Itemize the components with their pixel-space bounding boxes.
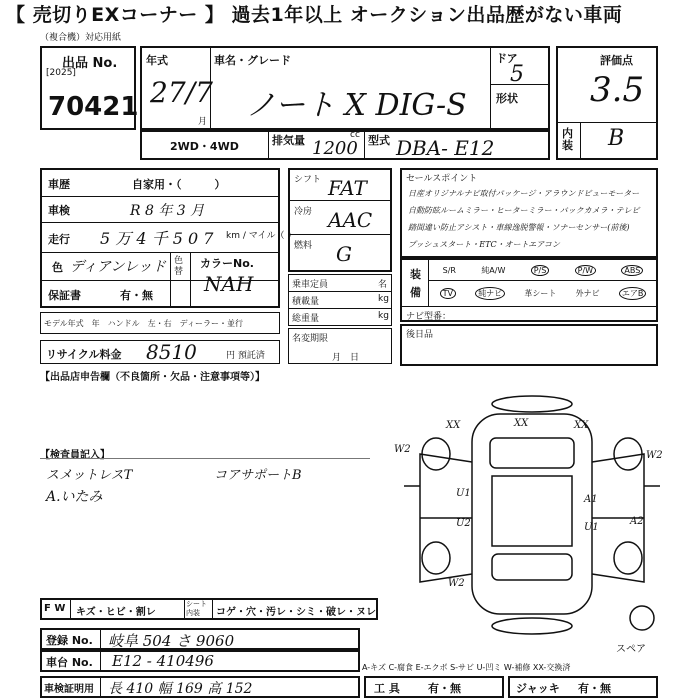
capacity-label: 乗車定員 bbox=[292, 280, 329, 290]
subnote: （複合機）対応用紙 bbox=[40, 33, 122, 43]
inspector-line-3: コアサポートB bbox=[214, 468, 302, 483]
type-value: DBA- E12 bbox=[396, 136, 495, 160]
equipment-item: P/S bbox=[531, 265, 550, 276]
color-change-label: 色替 bbox=[174, 256, 184, 277]
equipment-label: 装備 bbox=[410, 268, 421, 299]
color-value: ディアンレッド bbox=[70, 259, 166, 275]
lot-stamp: [2025] bbox=[46, 68, 76, 78]
sales-points-label: セールスポイント bbox=[406, 174, 478, 184]
gross-unit: kg bbox=[378, 311, 389, 321]
equipment-item: ABS bbox=[621, 265, 643, 276]
declaration-label: 【出品店申告欄（不良箇所・欠品・注意事項等）】 bbox=[40, 372, 265, 383]
ac-value: AAC bbox=[328, 208, 373, 232]
seat-label: シート内装 bbox=[186, 600, 207, 617]
color-label: 色 bbox=[52, 261, 63, 274]
diagram-mark: XX bbox=[574, 420, 589, 431]
fw-text: キズ・ヒビ・割レ bbox=[76, 607, 156, 618]
sales-point-line: プッシュスタート・ETC・オートエアコン bbox=[408, 240, 560, 249]
door-label: ドア bbox=[496, 52, 518, 65]
equipment-item: 革シート bbox=[524, 288, 557, 298]
jack-value: 有・無 bbox=[578, 682, 611, 695]
fuel-label: 燃料 bbox=[294, 241, 313, 251]
interior-label: 内装 bbox=[562, 127, 573, 152]
tools-value: 有・無 bbox=[428, 682, 461, 695]
diagram-mark: W2 bbox=[646, 450, 663, 461]
legend-text: A-キズ C-腐食 E-エクボ S-サビ U-凹ミ W-補修 XX-交換済 bbox=[362, 663, 571, 672]
equipment-item: 外ナビ bbox=[575, 288, 600, 298]
disp-value: 1200 bbox=[312, 138, 358, 159]
disp-label: 排気量 bbox=[272, 134, 305, 147]
equipment-item: 純ナビ bbox=[475, 287, 505, 300]
title-change-label: 名変期限 bbox=[292, 334, 329, 344]
diagram-mark: W2 bbox=[448, 578, 465, 589]
year-label: 年式 bbox=[146, 54, 168, 67]
lot-label: 出品 No. bbox=[62, 56, 118, 71]
sales-point-line: 踏間違い防止アシスト・車線逸脱警報・ソナーセンサー(前後) bbox=[408, 223, 630, 232]
model-label: 車名・グレード bbox=[214, 54, 291, 67]
inspector-line-1: スメットレスT bbox=[46, 468, 133, 483]
equipment-item: 純A/W bbox=[481, 265, 506, 275]
reg-value: 岐阜 504 さ 9060 bbox=[108, 632, 235, 650]
cert-value: 長 410 幅 169 高 152 bbox=[108, 681, 253, 697]
history-options: 自家用・（ ） bbox=[132, 178, 226, 191]
shift-label: シフト bbox=[294, 175, 322, 185]
tools-label: 工 具 bbox=[374, 682, 400, 695]
equipment-item: TV bbox=[440, 288, 456, 299]
fw-label: F W bbox=[44, 603, 66, 614]
sales-point-line: 自動防眩ルームミラー・ヒーターミラー・バックカメラ・テレビ bbox=[408, 206, 640, 215]
banner-title: 【 売切りEXコーナー 】 過去1年以上 オークション出品歴がない車両 bbox=[6, 4, 623, 26]
inspection-label: 車検 bbox=[48, 204, 70, 217]
disp-unit: cc bbox=[350, 130, 360, 140]
lot-number: 70421 bbox=[48, 92, 139, 122]
equipment-item: エアB bbox=[619, 287, 647, 300]
recycle-value: 8510 bbox=[146, 340, 197, 364]
diagram-mark: U2 bbox=[456, 518, 471, 529]
score-label: 評価点 bbox=[600, 54, 633, 67]
model-row-text: モデル年式 年 ハンドル 左・右 ディーラー・並行 bbox=[44, 319, 243, 328]
door-value: 5 bbox=[510, 62, 524, 87]
reg-label: 登録 No. bbox=[46, 634, 93, 647]
year-value: 27/7 bbox=[150, 76, 213, 109]
sales-point-line: 日産オリジナルナビ取付パッケージ・アラウンドビューモーター bbox=[408, 189, 640, 198]
chassis-label: 車台 No. bbox=[46, 656, 93, 669]
load-unit: kg bbox=[378, 294, 389, 304]
warranty-value: 有・無 bbox=[120, 289, 153, 302]
navi-label: ナビ型番： bbox=[406, 312, 452, 322]
diagram-mark: U1 bbox=[456, 488, 471, 499]
title-change-unit: 月 日 bbox=[332, 353, 360, 363]
drive-value: 2WD・4WD bbox=[170, 140, 239, 153]
recycle-unit: 円 預託済 bbox=[226, 351, 265, 361]
warranty-label: 保証書 bbox=[48, 289, 81, 302]
spare-label: スペア bbox=[616, 644, 646, 655]
cert-label: 車検証明用 bbox=[44, 684, 94, 695]
shift-value: FAT bbox=[328, 176, 367, 200]
diagram-mark: A2 bbox=[630, 516, 644, 527]
equipment-item: P/W bbox=[575, 265, 596, 276]
interior-value: B bbox=[608, 126, 625, 151]
gross-label: 総重量 bbox=[292, 314, 320, 324]
year-unit: 月 bbox=[198, 117, 208, 127]
inspector-line-2: A.いたみ bbox=[46, 489, 103, 505]
equipment-item: S/R bbox=[442, 265, 456, 275]
model-value: ノート X DIG-S bbox=[246, 88, 467, 123]
ac-label: 冷房 bbox=[294, 207, 313, 217]
sales-points-lines bbox=[408, 185, 654, 253]
type-label: 型式 bbox=[368, 134, 390, 147]
equipment-row-2 bbox=[430, 283, 656, 303]
capacity-unit: 名 bbox=[378, 280, 388, 290]
diagram-mark: XX bbox=[514, 418, 529, 429]
diagram-mark: XX bbox=[446, 420, 461, 431]
shape-label: 形状 bbox=[496, 92, 518, 105]
colorno-label: カラーNo. bbox=[200, 257, 254, 270]
diagram-mark: U1 bbox=[584, 522, 599, 533]
fuel-value: G bbox=[336, 242, 352, 266]
afterdate-box bbox=[400, 324, 658, 366]
seat-text: コゲ・穴・汚レ・シミ・破レ・ヌレ bbox=[216, 607, 376, 618]
mileage-unit: km / マイル（ ） bbox=[226, 231, 297, 241]
equipment-row-1 bbox=[430, 261, 656, 279]
inspection-value: R 8 年 3 月 bbox=[130, 203, 205, 219]
inspector-label: 【検査員記入】 bbox=[40, 450, 110, 461]
diagram-mark: A1 bbox=[584, 494, 598, 505]
history-label: 車歴 bbox=[48, 178, 70, 191]
score-value: 3.5 bbox=[590, 70, 645, 110]
chassis-value: E12 - 410496 bbox=[112, 652, 214, 670]
diagram-mark: W2 bbox=[394, 444, 411, 455]
jack-label: ジャッキ bbox=[516, 682, 560, 695]
afterdate-label: 後日品 bbox=[406, 330, 434, 340]
colorno-value: NAH bbox=[204, 272, 254, 296]
mileage-label: 走行 bbox=[48, 233, 70, 246]
load-label: 積載量 bbox=[292, 297, 320, 307]
mileage-value: 5 万 4 千 5 0 7 bbox=[100, 229, 214, 248]
recycle-label: リサイクル料金 bbox=[46, 348, 122, 361]
